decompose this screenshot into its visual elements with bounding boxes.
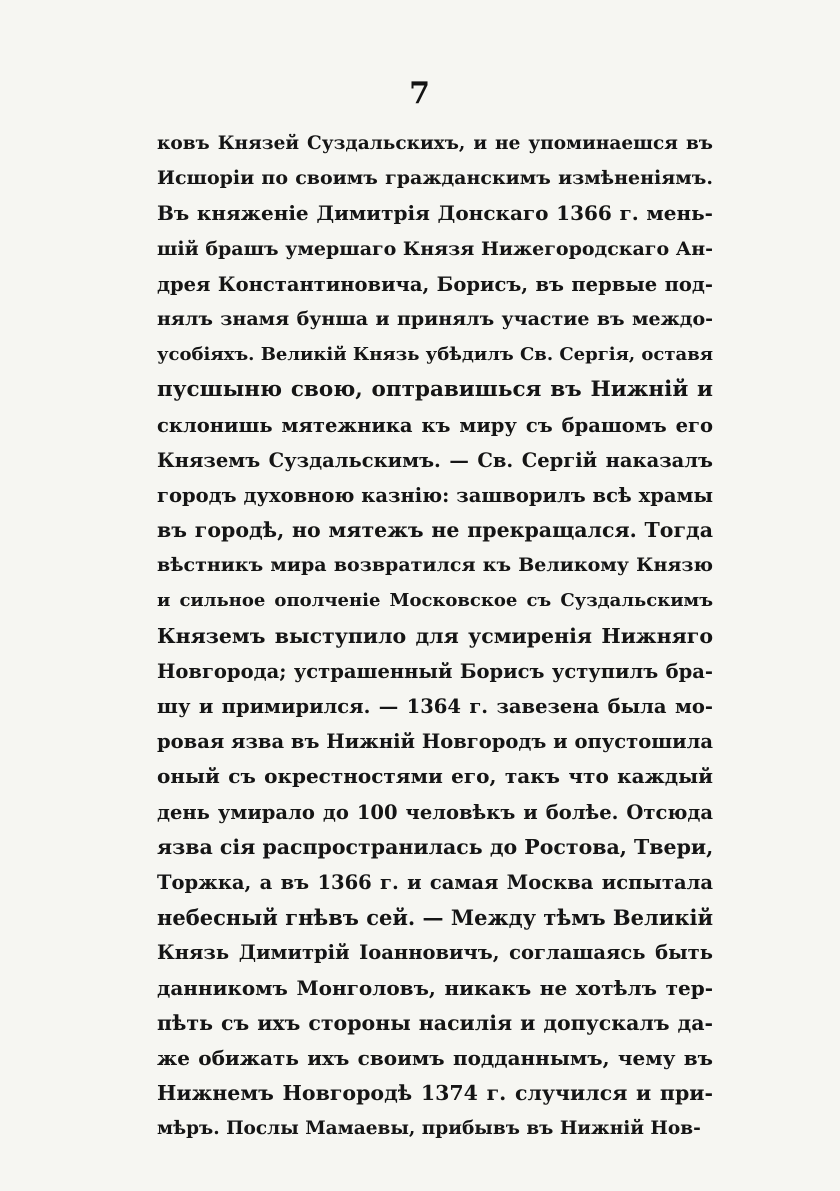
text-line: день умирало до 100 человѣкъ и болѣе. Отсюда <box>157 800 713 824</box>
text-line: въ городѣ, но мятежъ не прекращался. Тогда <box>157 518 713 543</box>
text-line: же обижать ихъ своимъ подданнымъ, чему въ <box>157 1045 713 1070</box>
text-line: Княземъ Суздальскимъ. — Св. Сергій наказалъ <box>157 448 713 472</box>
text-line: нялъ знамя бунша и принялъ участие въ междо- <box>157 307 713 330</box>
text-line: язва сія распространилась до Ростова, Твери, <box>157 834 714 859</box>
text-line: Новгорода; устрашенный Борисъ уступилъ бра- <box>157 659 713 683</box>
text-line: Князь Димитрій Іоанновичъ, соглашаясь быть <box>157 941 713 965</box>
text-line: пѣть съ ихъ стороны насилія и допускалъ да- <box>157 1010 713 1035</box>
page-number: 7 <box>409 76 431 111</box>
text-line: мѣръ. Послы Мамаевы, прибывъ въ Нижній Нов- <box>157 1118 701 1140</box>
text-line: городъ духовною казнію: зашворилъ всѣ храмы <box>157 483 713 507</box>
text-line: Исшоріи по своимъ гражданскимъ измѣненіямъ. <box>157 167 713 190</box>
text-line: данникомъ Монголовъ, никакъ не хотѣлъ тер- <box>157 975 713 1000</box>
body-text <box>157 126 713 1146</box>
text-line: оный съ окрестностями его, такъ что каждый <box>157 764 713 789</box>
text-line: и сильное ополченіе Московское съ Суздальскимъ <box>157 590 713 612</box>
text-line: Нижнемъ Новгородѣ 1374 г. случился и при- <box>157 1081 713 1106</box>
text-line: склонишь мятежника къ миру съ брашомъ его <box>157 413 713 437</box>
text-line: Княземъ выступило для усмиренія Нижняго <box>157 623 713 648</box>
text-line: вѣстникъ мира возвратился къ Великому Князю <box>157 554 713 577</box>
text-line: Торжка, а въ 1366 г. и самая Москва испытала <box>157 870 713 894</box>
text-line: дрея Константиновича, Борисъ, въ первые под- <box>157 272 713 296</box>
text-line: шу и примирился. — 1364 г. завезена была мо- <box>157 695 713 718</box>
text-line: ровая язва въ Нижній Новгородъ и опустошила <box>157 730 713 754</box>
text-line: небесный гнѣвъ сей. — Между тѣмъ Великій <box>157 905 714 931</box>
text-line: Въ княженіе Димитрія Донскаго 1366 г. мень- <box>157 201 713 226</box>
text-line: усобіяхъ. Великій Князь убѣдилъ Св. Сергія, оставя <box>157 344 713 366</box>
text-line: ковъ Князей Суздальскихъ, и не упоминаешся въ <box>157 133 713 154</box>
text-line: шій брашъ умершаго Князя Нижегородскаго Ан- <box>157 237 713 260</box>
text-line: пусшыню свою, оптравишься въ Нижній и <box>157 377 713 403</box>
